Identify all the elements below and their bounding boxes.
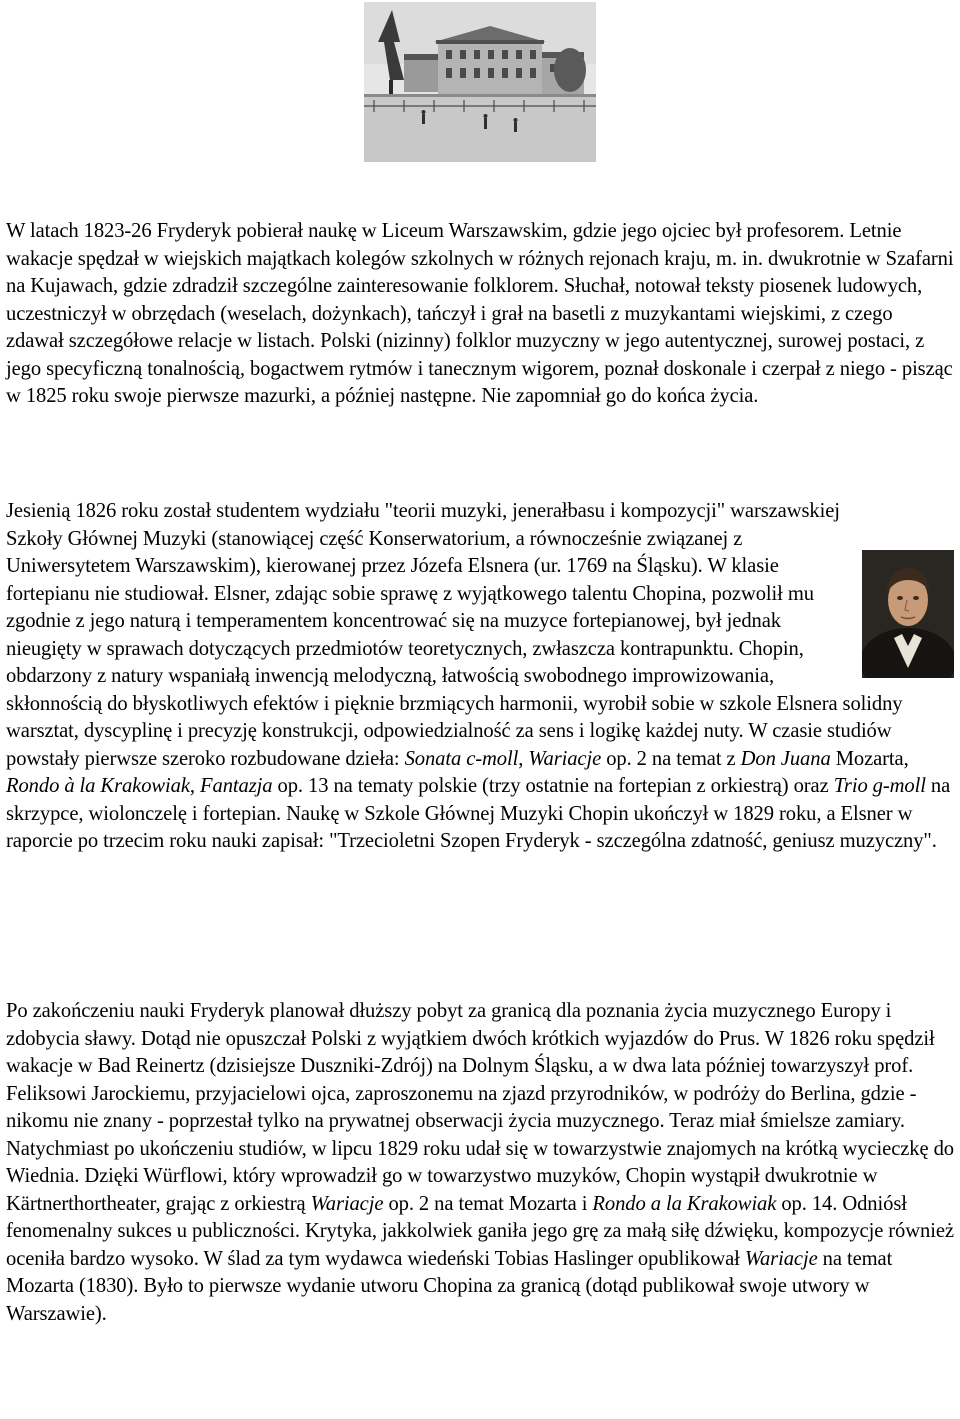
- work-title-rondo-vienna: Rondo a la Krakowiak: [592, 1192, 777, 1215]
- paragraph-vienna: [6, 998, 954, 1328]
- paragraph-vienna-text-4: na temat Mozarta (1830). Było to pierwsze wydanie utworu Chopina za granicą (dotąd publikował swoje utwory w Warszawie).: [6, 1247, 893, 1325]
- work-title-wariacje-vienna: Wariacje: [310, 1192, 384, 1215]
- work-title-fantazja: Fantazja: [200, 775, 273, 797]
- paragraph-studies-text-7: na skrzypce, wiolonczelę i fortepian. Naukę w Szkole Głównej Muzyki Chopin ukończył w 1829 roku, a Elsner w raporcie po trzecim roku nauki zapisał: "Trzecioletni Szopen Fryderyk - szczególna zdatność, geniusz muzyczny".: [6, 775, 951, 852]
- jozef-elsner-portrait-icon: [862, 550, 954, 678]
- paragraph-studies-text-5: ,: [189, 775, 201, 797]
- paragraph-studies-text-2: ,: [518, 747, 529, 770]
- paragraph-lyceum: [6, 218, 954, 411]
- paragraph-lyceum-text: W latach 1823-26 Fryderyk pobierał naukę w Liceum Warszawskim, gdzie jego ojciec był profesorem. Letnie wakacje spędzał w wiejskich majątkach kolegów szkolnych w różnych rejonach kraju, m. in. dwukrotnie w Szafarni na Kujawach, gdzie zdradził szczególne zainteresowanie folklorem. Słuchał, notował teksty piosenek ludowych, uczestniczył w obrzędach (weselach, dożynkach), tańczył i grał na basetli z muzykantami wiejskimi, z czego zdawał szczegółowe relacje w listach. Polski (nizinny) folklor muzyczny w jego autentycznej, surowej postaci, z jego specyficzną tonalnością, bogactwem rytmów i tanecznym wigorem, poznał doskonale i czerpał z niego - pisząc w 1825 roku swoje pierwsze mazurki, a później następne. Nie zapomniał go do końca życia.: [6, 220, 954, 407]
- paragraph-vienna-text-2: op. 2 na temat Mozarta i: [383, 1192, 593, 1215]
- work-title-don-juan: Don Juana: [740, 747, 831, 770]
- work-title-trio: Trio g-moll: [833, 775, 926, 797]
- work-title-wariacje: Wariacje: [528, 747, 602, 770]
- work-title-sonata: Sonata c-moll: [404, 747, 519, 770]
- paragraph-studies-text-3: op. 2 na temat z: [601, 747, 741, 770]
- paragraph-studies-text-1: Jesienią 1826 roku został studentem wydziału "teorii muzyki, jenerałbasu i kompozycji" warszawskiej Szkoły Głównej Muzyki (stanowiącej część Konserwatorium, a równocześnie związanej z Uniwersytetem Warszawskim), kierowanej przez Józefa Elsnera (ur. 1769 na Śląsku). W klasie fortepianu nie studiował. Elsner, zdając sobie sprawę z wyjątkowego talentu Chopina, pozwolił mu zgodnie z jego naturą i temperamentem koncentrować się na muzyce fortepianowej, był jednak nieugięty w sprawach dotyczących przedmiotów teoretycznych, zwłaszcza kontrapunktu. Chopin, obdarzony z natury wspaniałą inwencją melodyczną, łatwością swobodnego improwizowania, skłonnością do błyskotliwych efektów i pięknie brzmiących harmonii, wyrobił sobie w szkole Elsnera solidny warsztat, dyscyplinę i precyzję konstrukcji, odpowiedzialność za sens i logikę każdej nuty. W czasie studiów powstały pierwsze szeroko rozbudowane dzieła:: [6, 500, 903, 770]
- paragraph-studies-text-4: Mozarta,: [830, 747, 909, 770]
- paragraph-vienna-text-3: op. 14. Odniósł fenomenalny sukces u publiczności. Krytyka, jakkolwiek ganiła jego grę za małą siłę dźwięku, kompozycje również oceniła bardzo wysoko. W ślad za tym wydawca wiedeński Tobias Haslinger opublikował: [6, 1192, 954, 1270]
- paragraph-studies: [6, 498, 954, 856]
- paragraph-studies-text-6: op. 13 na tematy polskie (trzy ostatnie na fortepian z orkiestrą) oraz: [272, 775, 834, 797]
- lyceum-engraving-image: [364, 2, 596, 162]
- paragraph-vienna-text-1: Po zakończeniu nauki Fryderyk planował dłuższy pobyt za granicą dla poznania życia muzycznego Europy i zdobycia sławy. Dotąd nie opuszczał Polski z wyjątkiem dwóch krótkich wyjazdów do Prus. W 1826 roku spędził wakacje w Bad Reinertz (dzisiejsze Duszniki-Zdrój) na Dolnym Śląsku, a w dwa lata później towarzyszył prof. Feliksowi Jarockiemu, przyjacielowi ojca, zaproszonemu na zjazd przyrodników, w podróży do Berlina, gdzie - nikomu nie znany - poprzestał tylko na prywatnej obserwacji życia muzycznego. Teraz miał śmielsze zamiary. Natychmiast po ukończeniu studiów, w lipcu 1829 roku udał się w towarzystwie znajomych na krótką wycieczkę do Wiednia. Dzięki Würflowi, który wprowadził go w towarzystwo muzyków, Chopin wystąpił dwukrotnie w Kärtnerthortheater, grając z orkiestrą: [6, 1000, 954, 1215]
- work-title-wariacje-haslinger: Wariacje: [744, 1247, 818, 1270]
- work-title-rondo: Rondo à la Krakowiak: [6, 775, 190, 797]
- elsner-portrait-image: [862, 550, 954, 678]
- warsaw-lyceum-engraving-icon: [364, 2, 596, 162]
